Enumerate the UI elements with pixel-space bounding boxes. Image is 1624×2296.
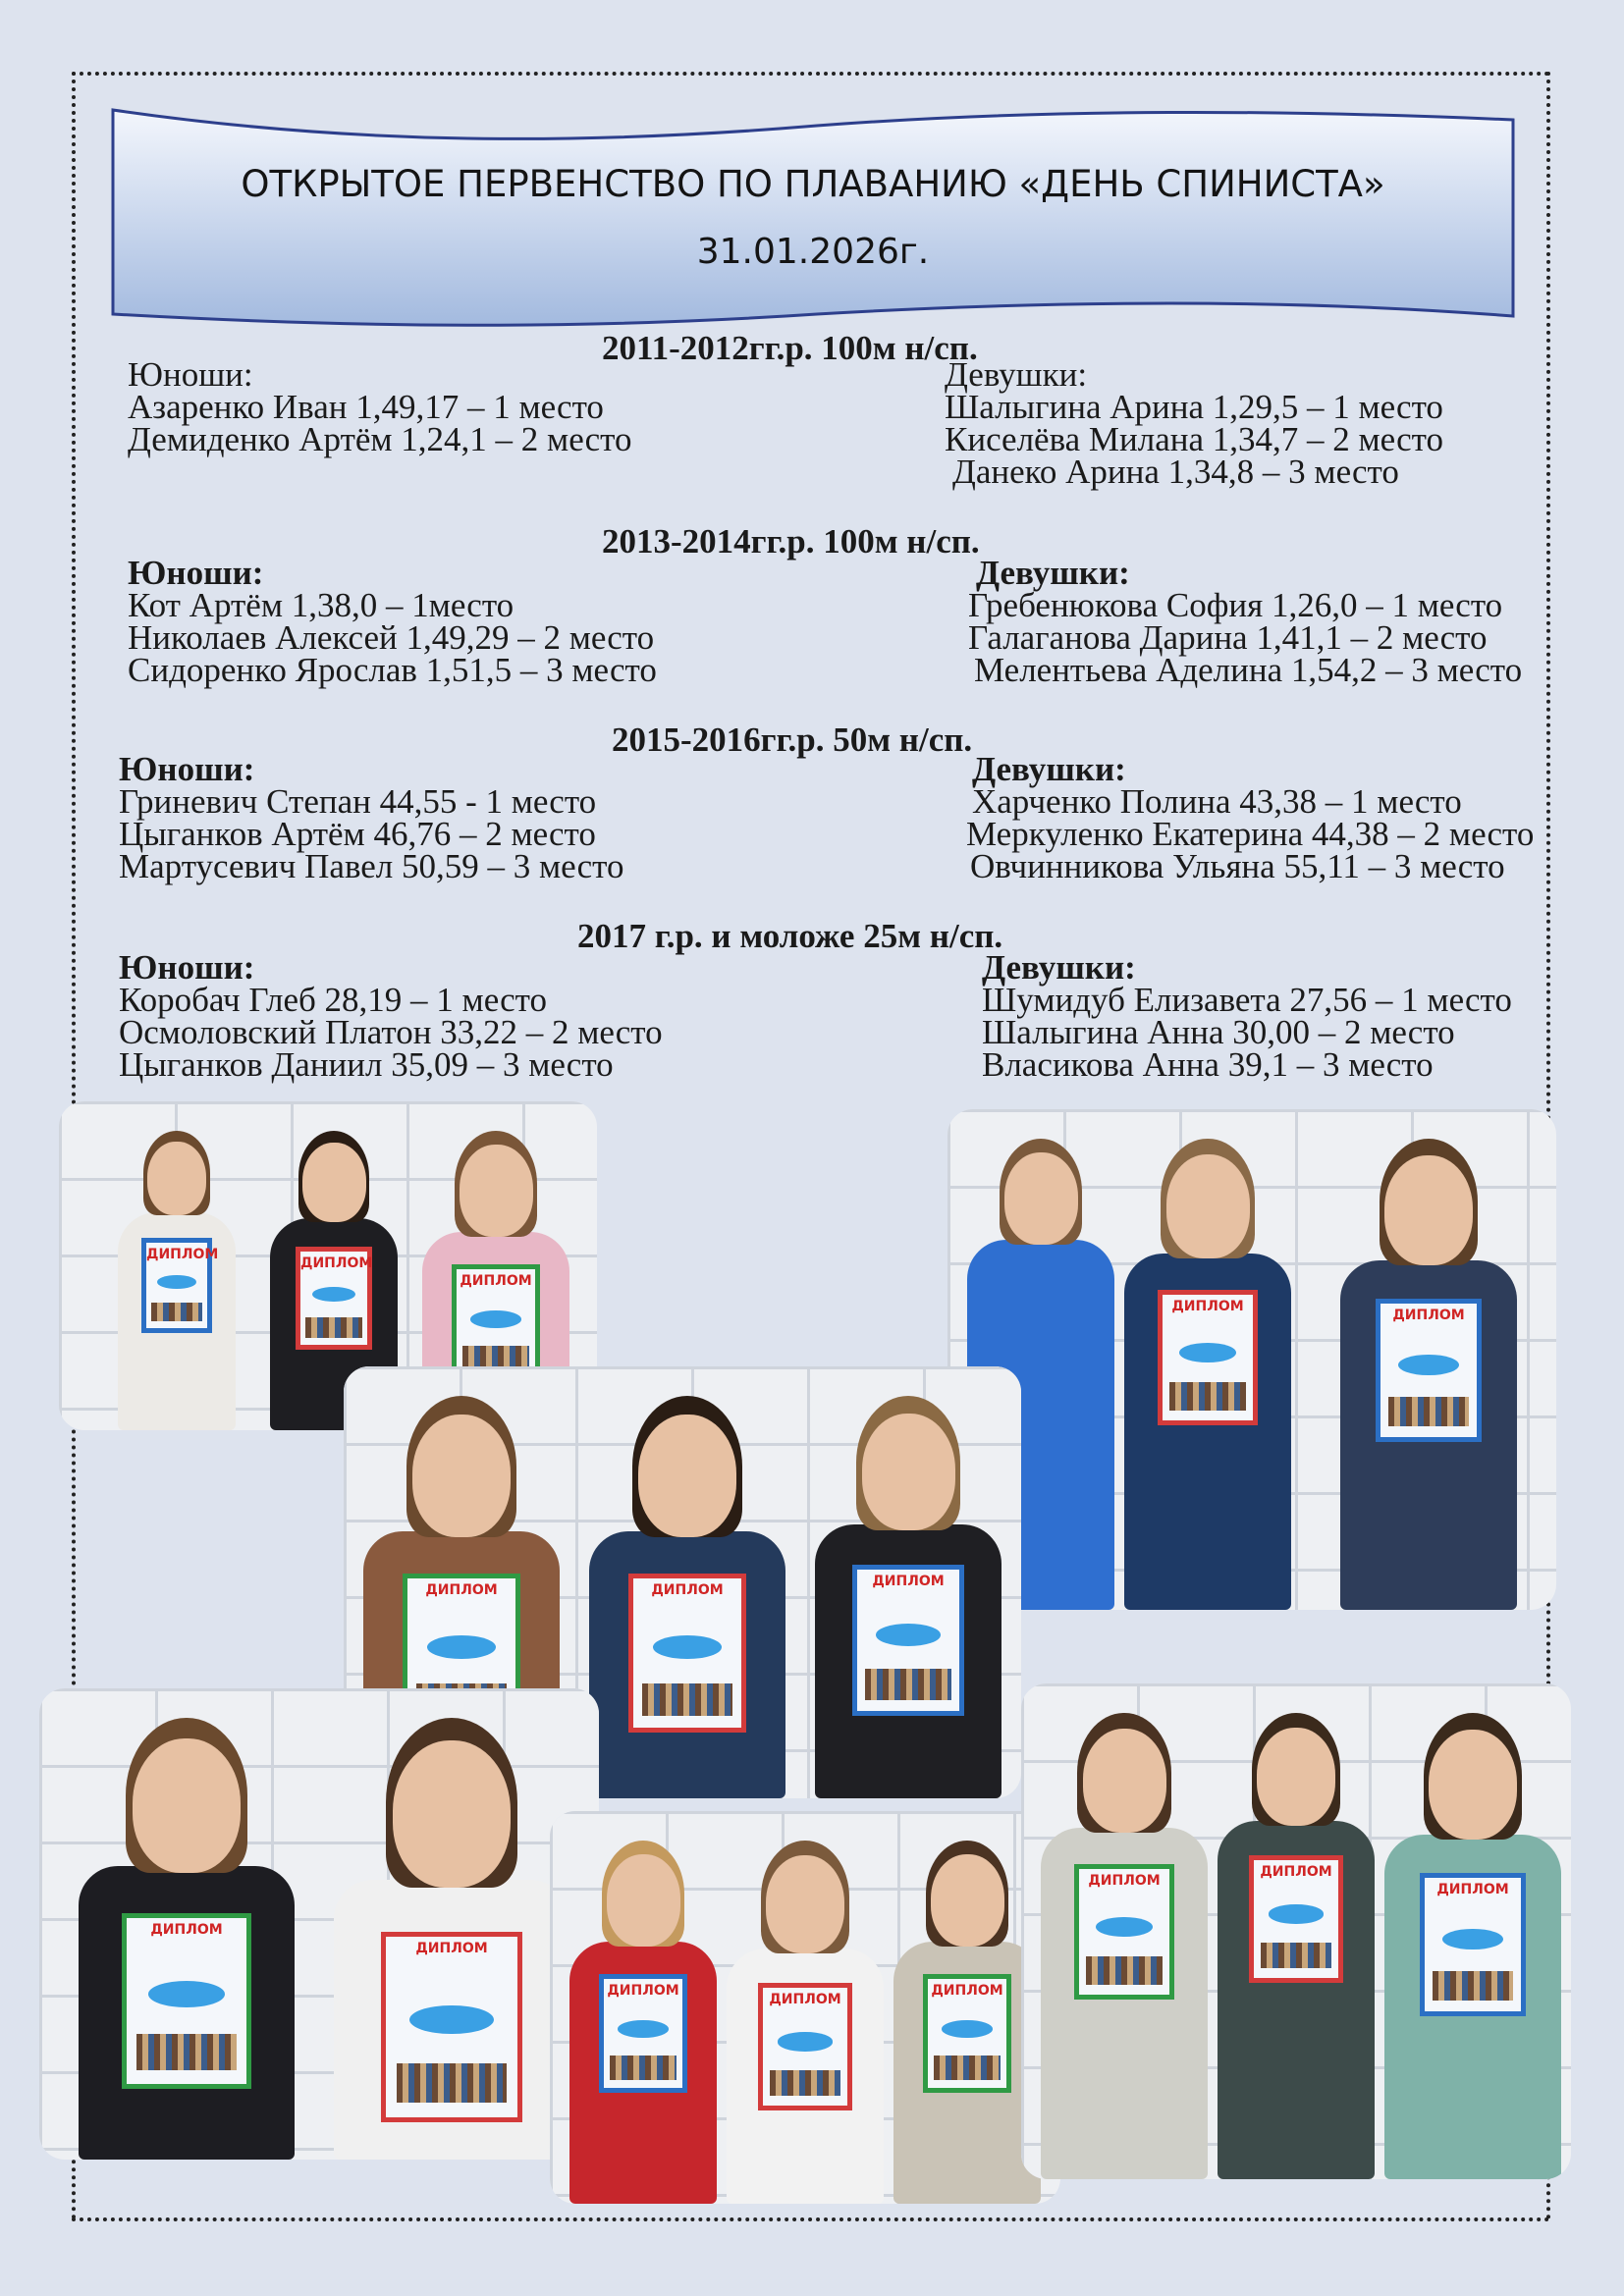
- result-item: Цыганков Даниил 35,09 – 3 место: [119, 1045, 614, 1084]
- result-item: Азаренко Иван 1,49,17 – 1 место: [128, 388, 604, 426]
- pool-illustration: [1096, 1917, 1154, 1937]
- section-title: 2013-2014гг.р. 100м н/сп.: [602, 522, 980, 561]
- diploma: [381, 1932, 522, 2122]
- pool-illustration: [618, 2020, 668, 2038]
- diploma: [122, 1913, 251, 2088]
- diploma: [296, 1247, 372, 1350]
- pool-illustration: [409, 2005, 494, 2035]
- result-item: Николаев Алексей 1,49,29 – 2 место: [128, 618, 655, 657]
- pool-illustration: [1442, 1929, 1504, 1950]
- crowd-illustration: [865, 1669, 950, 1700]
- face: [1384, 1155, 1473, 1266]
- person-figure: [815, 1396, 1001, 1798]
- diploma-label: ДИПЛОМ: [651, 1582, 724, 1599]
- person-figure: [589, 1396, 785, 1798]
- title-banner: [110, 106, 1516, 332]
- crowd-illustration: [1261, 1943, 1331, 1968]
- crowd-illustration: [151, 1303, 202, 1321]
- face: [302, 1143, 366, 1222]
- result-item: Шумидуб Елизавета 27,56 – 1 место: [982, 981, 1512, 1019]
- face: [1166, 1154, 1250, 1258]
- diploma-label: ДИПЛОМ: [460, 1272, 532, 1289]
- result-item: Гребенюкова София 1,26,0 – 1 место: [968, 586, 1503, 624]
- pool-illustration: [148, 1981, 225, 2007]
- person-figure: [893, 1841, 1041, 2204]
- result-item: Шалыгина Анна 30,00 – 2 место: [982, 1013, 1455, 1051]
- result-item: Демиденко Артём 1,24,1 – 2 место: [128, 420, 632, 458]
- section-title: 2017 г.р. и моложе 25м н/сп.: [577, 917, 1003, 955]
- pool-illustration: [1179, 1343, 1237, 1362]
- diploma-label: ДИПЛОМ: [300, 1255, 373, 1271]
- girls-label: Девушки:: [945, 355, 1088, 394]
- diploma-label: ДИПЛОМ: [1171, 1299, 1244, 1315]
- result-item: Киселёва Милана 1,34,7 – 2 место: [945, 420, 1443, 458]
- result-item: Мелентьева Аделина 1,54,2 – 3 место: [974, 651, 1523, 689]
- face: [862, 1414, 955, 1530]
- pool-illustration: [876, 1624, 942, 1646]
- person-figure: [727, 1841, 884, 2204]
- face: [1004, 1152, 1078, 1245]
- result-item: Власикова Анна 39,1 – 3 место: [982, 1045, 1434, 1084]
- boys-column: [119, 948, 663, 1084]
- crowd-illustration: [1388, 1397, 1469, 1426]
- diploma: [1249, 1855, 1343, 1983]
- face: [460, 1145, 533, 1237]
- pool-illustration: [157, 1275, 196, 1289]
- crowd-illustration: [305, 1317, 361, 1338]
- result-item: Харченко Полина 43,38 – 1 место: [972, 782, 1462, 821]
- girls-label: Девушки:: [976, 554, 1130, 592]
- pool-illustration: [942, 2020, 992, 2038]
- pool-illustration: [653, 1635, 722, 1659]
- face: [133, 1738, 241, 1874]
- pool-illustration: [778, 2032, 832, 2051]
- face: [1429, 1730, 1517, 1841]
- person-figure: [1384, 1713, 1561, 2179]
- event-date: 31.01.2026г.: [696, 232, 930, 272]
- pool-illustration: [1398, 1355, 1460, 1376]
- crowd-illustration: [934, 2056, 1000, 2080]
- pool-illustration: [470, 1310, 520, 1328]
- girls-column: [968, 554, 1523, 689]
- pool-illustration: [1269, 1904, 1323, 1923]
- person-figure: [118, 1131, 236, 1430]
- photo: [39, 1688, 599, 2160]
- photo: [550, 1811, 1060, 2204]
- page-title: ОТКРЫТОЕ ПЕРВЕНСТВО ПО ПЛАВАНИЮ «ДЕНЬ СПИНИСТА»: [241, 163, 1385, 205]
- person-figure: [569, 1841, 717, 2204]
- girls-label: Девушки:: [972, 750, 1126, 788]
- crowd-illustration: [1169, 1382, 1245, 1410]
- banner-wave-shape: [110, 106, 1516, 332]
- face: [638, 1415, 736, 1537]
- result-item: Овчинникова Ульяна 55,11 – 3 место: [970, 847, 1505, 885]
- girls-label: Девушки:: [982, 948, 1136, 987]
- diploma-label: ДИПЛОМ: [146, 1246, 219, 1262]
- person-figure: [1340, 1139, 1517, 1610]
- result-item: Меркуленко Екатерина 44,38 – 2 место: [966, 815, 1535, 853]
- diploma-label: ДИПЛОМ: [1088, 1873, 1161, 1890]
- girls-column: [982, 948, 1512, 1084]
- diploma: [628, 1574, 746, 1733]
- person-figure: [1041, 1713, 1208, 2179]
- face: [766, 1855, 844, 1953]
- diploma: [923, 1974, 1011, 2094]
- diploma-label: ДИПЛОМ: [931, 1982, 1003, 1999]
- pool-illustration: [427, 1635, 496, 1659]
- diploma-label: ДИПЛОМ: [415, 1940, 488, 1956]
- result-item: Кот Артём 1,38,0 – 1место: [128, 586, 514, 624]
- diploma-label: ДИПЛОМ: [150, 1922, 223, 1939]
- result-item: Галаганова Дарина 1,41,1 – 2 место: [968, 618, 1488, 657]
- girls-column: [966, 750, 1535, 885]
- face: [1083, 1729, 1166, 1833]
- boys-label: Юноши:: [128, 355, 253, 394]
- diploma-label: ДИПЛОМ: [1392, 1308, 1465, 1324]
- diploma: [599, 1974, 687, 2094]
- result-item: Коробач Глеб 28,19 – 1 место: [119, 981, 547, 1019]
- diploma: [1376, 1299, 1482, 1442]
- diploma-label: ДИПЛОМ: [872, 1574, 945, 1590]
- boys-label: Юноши:: [119, 948, 255, 987]
- boys-column: [128, 355, 632, 458]
- person-figure: [334, 1718, 569, 2160]
- pool-illustration: [312, 1287, 355, 1302]
- diploma-label: ДИПЛОМ: [1260, 1864, 1332, 1880]
- crowd-illustration: [1433, 1971, 1513, 2001]
- result-item: Шалыгина Арина 1,29,5 – 1 место: [945, 388, 1443, 426]
- boys-column: [128, 554, 657, 689]
- diploma-label: ДИПЛОМ: [425, 1582, 498, 1599]
- diploma-label: ДИПЛОМ: [1436, 1882, 1509, 1898]
- diploma: [758, 1983, 852, 2110]
- person-figure: [1218, 1713, 1375, 2179]
- face: [393, 1740, 511, 1888]
- result-item: Осмоловский Платон 33,22 – 2 место: [119, 1013, 663, 1051]
- diploma-label: ДИПЛОМ: [607, 1982, 679, 1999]
- crowd-illustration: [397, 2063, 508, 2104]
- person-figure: [1124, 1139, 1291, 1610]
- boys-label: Юноши:: [128, 554, 264, 592]
- boys-column: [119, 750, 624, 885]
- face: [412, 1415, 511, 1537]
- diploma: [1158, 1290, 1258, 1425]
- boys-label: Юноши:: [119, 750, 255, 788]
- crowd-illustration: [770, 2070, 840, 2096]
- face: [1257, 1728, 1335, 1826]
- photo: [1021, 1683, 1571, 2179]
- crowd-illustration: [642, 1683, 732, 1716]
- diploma: [852, 1565, 964, 1716]
- diploma: [141, 1238, 219, 1333]
- face: [147, 1142, 206, 1215]
- crowd-illustration: [1086, 1956, 1162, 1984]
- section-title: 2015-2016гг.р. 50м н/сп.: [612, 721, 973, 759]
- crowd-illustration: [136, 2034, 237, 2070]
- crowd-illustration: [610, 2056, 676, 2080]
- face: [607, 1854, 680, 1947]
- diploma-label: ДИПЛОМ: [769, 1992, 841, 2007]
- result-item: Цыганков Артём 46,76 – 2 место: [119, 815, 596, 853]
- diploma: [1074, 1864, 1174, 2000]
- section-title: 2011-2012гг.р. 100м н/сп.: [602, 329, 978, 367]
- photo: [947, 1109, 1556, 1610]
- result-item: Гриневич Степан 44,55 - 1 место: [119, 782, 597, 821]
- result-item: Сидоренко Ярослав 1,51,5 – 3 место: [128, 651, 657, 689]
- face: [931, 1854, 1004, 1947]
- girls-column: [945, 355, 1443, 491]
- diploma: [1420, 1873, 1526, 2016]
- result-item: Мартусевич Павел 50,59 – 3 место: [119, 847, 624, 885]
- result-item: Данеко Арина 1,34,8 – 3 место: [952, 453, 1399, 491]
- person-figure: [79, 1718, 295, 2160]
